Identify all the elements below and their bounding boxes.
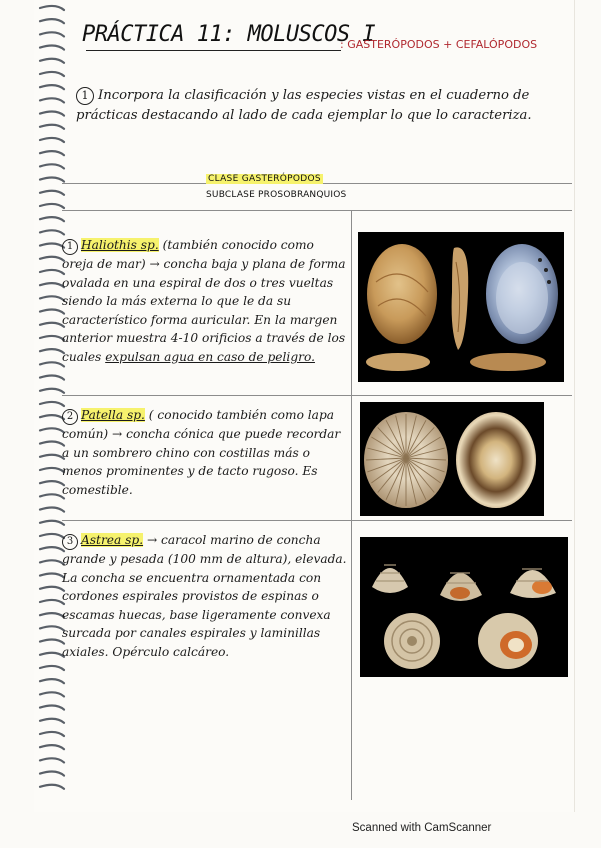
spiral-ring xyxy=(40,164,64,168)
spiral-ring xyxy=(40,270,64,274)
entry-text: → caracol marino de concha grande y pesada (100 mm de altura), elevada. La concha se encuentra ornamentada con cordones espirales provistos de espinas o escamas huecas, base ligeramente convexa surcada por canales espirales y laminillas axiales. Opérculo calcáreo. xyxy=(62,533,347,659)
entry-astrea xyxy=(62,531,348,661)
spiral-ring xyxy=(40,481,64,485)
spiral-ring xyxy=(40,600,64,604)
spiral-ring xyxy=(40,230,64,234)
species-name: Haliothis sp. xyxy=(81,238,159,252)
haliotis-photo xyxy=(358,232,564,382)
class-label xyxy=(206,174,323,184)
spiral-ring xyxy=(40,19,64,23)
spiral-ring xyxy=(40,98,64,102)
spiral-binding xyxy=(30,0,70,810)
species-name: Astrea sp. xyxy=(81,533,144,547)
spiral-ring xyxy=(40,574,64,578)
spiral-ring xyxy=(40,521,64,525)
page-subtitle: : GASTERÓPODOS + CEFALÓPODOS xyxy=(340,38,538,51)
spiral-ring xyxy=(40,283,64,287)
spiral-ring xyxy=(40,508,64,512)
divider-entry-1 xyxy=(62,395,572,396)
spiral-ring xyxy=(40,336,64,340)
spiral-ring xyxy=(40,442,64,446)
class-label-text: CLASE GASTERÓPODOS xyxy=(208,174,321,184)
spiral-ring xyxy=(40,125,64,129)
scanner-watermark: Scanned with CamScanner xyxy=(352,822,492,834)
entry-patella xyxy=(62,406,348,499)
astrea-shell-4 xyxy=(384,613,440,669)
spiral-ring xyxy=(40,560,64,564)
spiral-ring xyxy=(40,32,64,36)
patella-photo xyxy=(360,402,544,516)
spiral-ring xyxy=(40,138,64,142)
astrea-shell-5 xyxy=(478,613,538,669)
spiral-ring xyxy=(40,6,64,10)
spiral-ring xyxy=(40,455,64,459)
spiral-ring xyxy=(40,85,64,89)
spiral-ring xyxy=(40,296,64,300)
spiral-ring xyxy=(40,415,64,419)
spiral-ring xyxy=(40,732,64,736)
entry-number: 3 xyxy=(62,534,78,550)
spiral-ring xyxy=(40,389,64,393)
entry-text: (también conocido como oreja de mar) → concha baja y plana de forma ovalada en una espiral de dos o tres vueltas siendo la más externa lo que le da su característico forma auricular. En la margen anterior muestra 4-10 orificios a través de los cuales xyxy=(62,238,346,364)
species-name: Patella sp. xyxy=(81,408,145,422)
spiral-ring xyxy=(40,626,64,630)
spiral-ring xyxy=(40,112,64,116)
spiral-ring xyxy=(40,758,64,762)
spiral-ring xyxy=(40,692,64,696)
entry-text: ( conocido también como lapa común) → concha cónica que puede recordar a un sombrero chino con costillas más o menos prominentes y de tacto rugoso. Es comestible. xyxy=(62,408,341,497)
spiral-ring xyxy=(40,719,64,723)
spiral-ring xyxy=(40,772,64,776)
spiral-ring xyxy=(40,217,64,221)
spiral-ring xyxy=(40,59,64,63)
spiral-ring xyxy=(40,494,64,498)
spiral-ring xyxy=(40,244,64,248)
spiral-ring xyxy=(40,178,64,182)
spiral-ring xyxy=(40,191,64,195)
spiral-ring xyxy=(40,640,64,644)
spiral-ring xyxy=(40,653,64,657)
haliotis-top-view xyxy=(367,244,437,344)
spiral-ring xyxy=(40,679,64,683)
haliotis-edge-view-left xyxy=(366,353,430,371)
spiral-ring xyxy=(40,587,64,591)
haliotis-edge-view-right xyxy=(470,353,546,371)
spiral-ring xyxy=(40,428,64,432)
spiral-ring xyxy=(40,468,64,472)
intro-number: 1 xyxy=(76,87,94,105)
spiral-ring xyxy=(40,706,64,710)
intro-text: Incorpora la clasificación y las especies vistas en el cuaderno de prácticas destacando al lado de cada ejemplar lo que lo caracteriza. xyxy=(76,88,532,123)
spiral-ring xyxy=(40,323,64,327)
patella-inner-view xyxy=(456,412,536,508)
spiral-ring xyxy=(40,666,64,670)
astrea-photo xyxy=(360,537,568,677)
subclass-label: SUBCLASE PROSOBRANQUIOS xyxy=(206,190,347,200)
spiral-ring xyxy=(40,362,64,366)
divider-entry-2 xyxy=(62,520,572,521)
intro-paragraph xyxy=(76,86,536,126)
spiral-ring xyxy=(40,547,64,551)
title-underline xyxy=(86,50,341,51)
spiral-ring xyxy=(40,151,64,155)
spiral-ring xyxy=(40,785,64,789)
entry-text-underlined: expulsan agua en caso de peligro. xyxy=(105,349,315,364)
spiral-ring xyxy=(40,46,64,50)
entry-number: 2 xyxy=(62,409,78,425)
entry-haliotis xyxy=(62,236,348,366)
spiral-ring xyxy=(40,204,64,208)
spiral-ring xyxy=(40,402,64,406)
spiral-ring xyxy=(40,349,64,353)
spiral-ring xyxy=(40,376,64,380)
spiral-ring xyxy=(40,72,64,76)
spiral-ring xyxy=(40,257,64,261)
spiral-ring xyxy=(40,745,64,749)
page-title: PRÁCTICA 11: MOLUSCOS I xyxy=(82,22,376,47)
spiral-ring xyxy=(40,310,64,314)
entry-number: 1 xyxy=(62,239,78,255)
column-divider xyxy=(351,210,352,800)
spiral-ring xyxy=(40,534,64,538)
spiral-ring xyxy=(40,613,64,617)
divider-subclass xyxy=(62,210,572,211)
